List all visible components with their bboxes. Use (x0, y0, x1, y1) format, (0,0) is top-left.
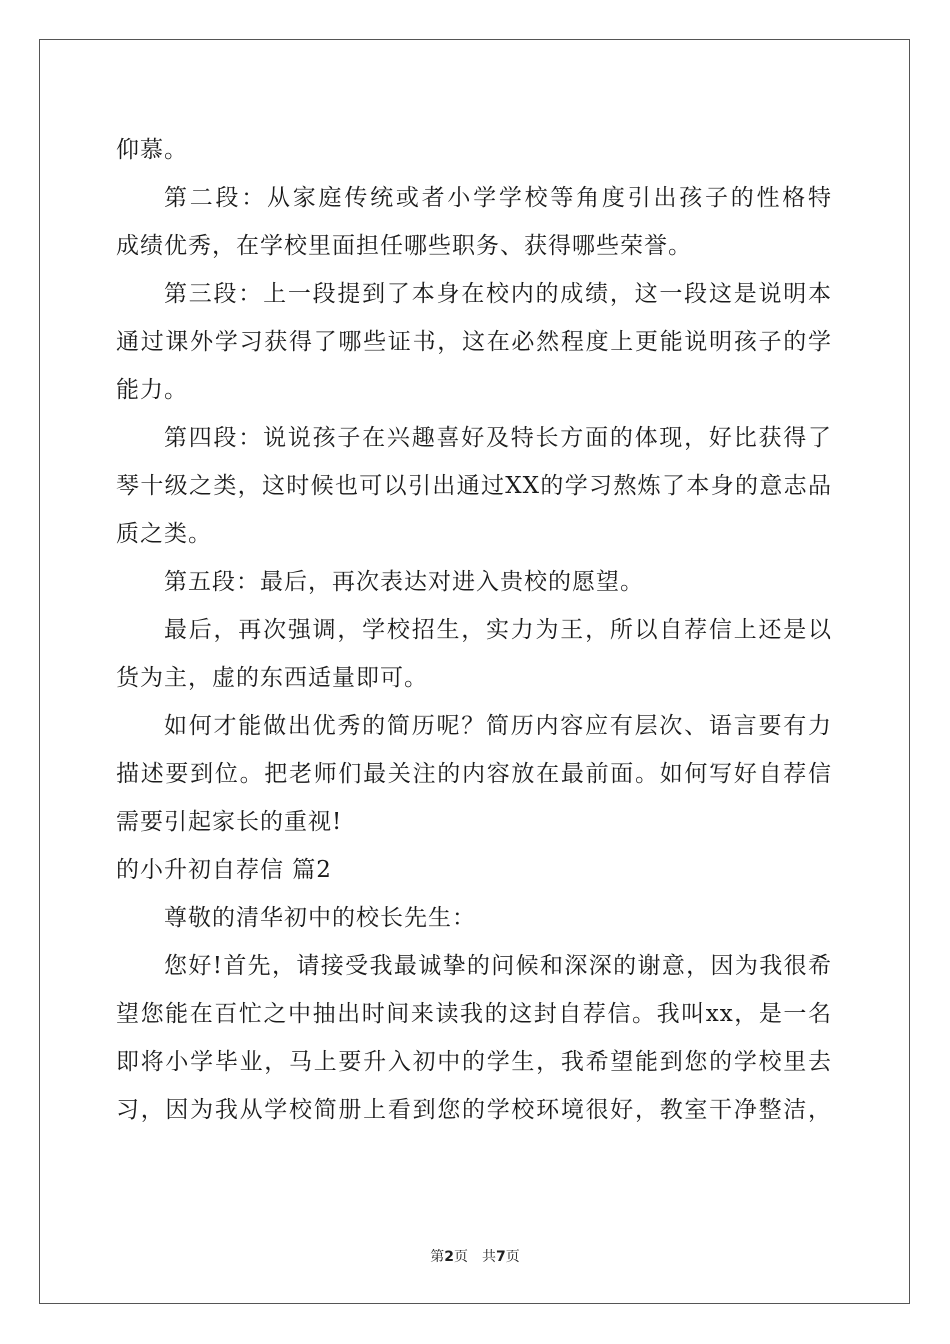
text-line: 通过课外学习获得了哪些证书，这在必然程度上更能说明孩子的学 (116, 329, 832, 355)
text-line: 如何才能做出优秀的简历呢？简历内容应有层次、语言要有力 (164, 713, 832, 739)
text-line: 成绩优秀，在学校里面担任哪些职务、获得哪些荣誉。 (116, 233, 692, 259)
text-line: 望您能在百忙之中抽出时间来读我的这封自荐信。我叫xx，是一名 (116, 1001, 832, 1027)
text-line: 仰慕。 (116, 137, 188, 163)
salutation: 尊敬的清华初中的校长先生： (164, 905, 476, 931)
text-line: 第四段：说说孩子在兴趣喜好及特长方面的体现，好比获得了 (164, 425, 832, 451)
text-line: 即将小学毕业，马上要升入初中的学生，我希望能到您的学校里去 (116, 1049, 832, 1075)
text-line: 最后，再次强调，学校招生，实力为王，所以自荐信上还是以 (164, 617, 832, 643)
page-current: 2 (444, 1249, 454, 1265)
total-prefix: 共 (482, 1249, 496, 1265)
text-line: 习，因为我从学校简册上看到您的学校环境很好，教室干净整洁， (116, 1097, 832, 1123)
page-suffix: 页 (454, 1249, 468, 1265)
text-line: 能力。 (116, 377, 188, 403)
text-line: 第三段：上一段提到了本身在校内的成绩，这一段这是说明本 (164, 281, 832, 307)
text-line: 第二段：从家庭传统或者小学学校等角度引出孩子的性格特 (164, 185, 832, 211)
text-line: 质之类。 (116, 521, 212, 547)
section-heading: 的小升初自荐信 篇2 (116, 857, 332, 883)
text-line: 描述要到位。把老师们最关注的内容放在最前面。如何写好自荐信 (116, 761, 832, 787)
page-prefix: 第 (430, 1249, 445, 1265)
text-line: 琴十级之类，这时候也可以引出通过XX的学习熬炼了本身的意志品 (116, 473, 832, 499)
text-line: 您好!首先，请接受我最诚挚的问候和深深的谢意，因为我很希 (164, 953, 832, 979)
page-total: 7 (496, 1249, 506, 1265)
text-line: 需要引起家长的重视! (116, 809, 343, 835)
document-body (116, 126, 832, 1134)
text-line: 第五段：最后，再次表达对进入贵校的愿望。 (164, 569, 644, 595)
total-suffix: 页 (505, 1249, 520, 1265)
page-footer (0, 1247, 950, 1267)
text-line: 货为主，虚的东西适量即可。 (116, 665, 428, 691)
